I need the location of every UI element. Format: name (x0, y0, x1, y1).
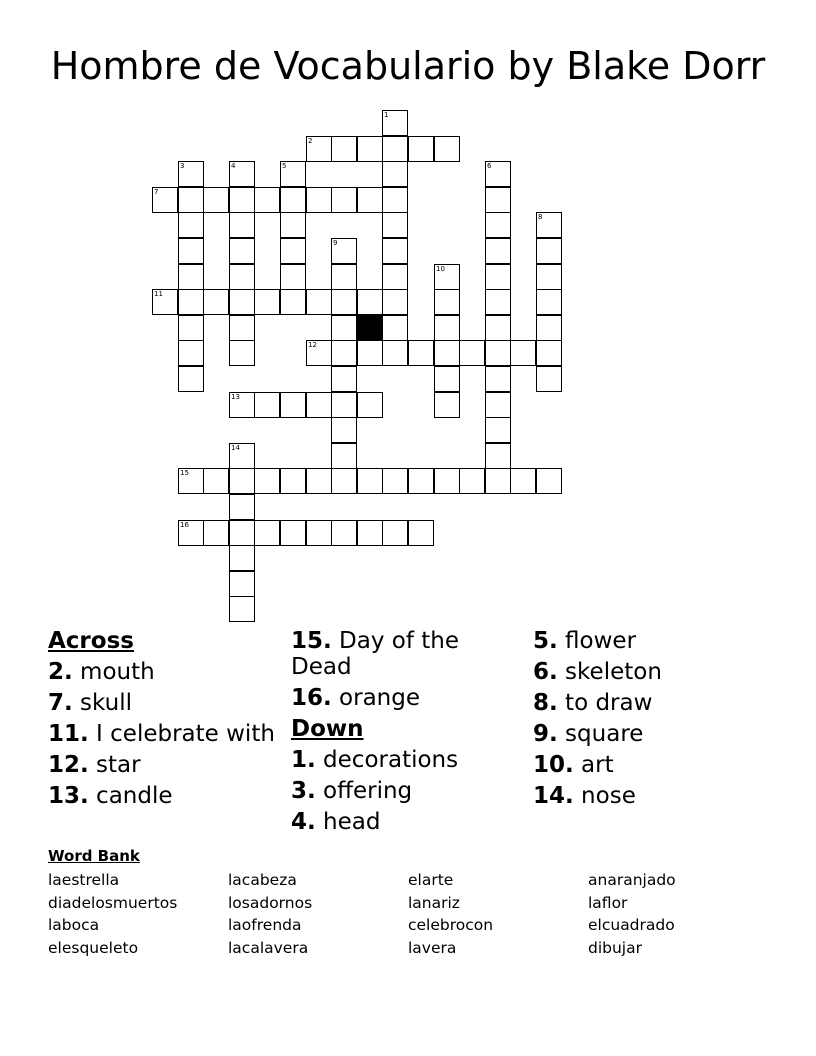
grid-cell[interactable] (536, 366, 562, 392)
grid-cell[interactable] (357, 340, 383, 366)
grid-cell[interactable] (485, 212, 511, 238)
grid-cell[interactable] (485, 392, 511, 418)
clue-number-label: 1. (291, 747, 316, 773)
grid-cell[interactable] (331, 520, 357, 546)
grid-cell[interactable] (178, 187, 204, 213)
clue-section-heading: Across (48, 628, 134, 654)
word-bank-column (588, 869, 768, 960)
grid-cell[interactable] (434, 289, 460, 315)
clue-number: 15 (180, 469, 189, 477)
grid-cell[interactable] (536, 468, 562, 494)
grid-cell[interactable] (331, 315, 357, 341)
grid-cell[interactable] (382, 161, 408, 187)
grid-cell[interactable] (331, 289, 357, 315)
grid-cell[interactable] (485, 366, 511, 392)
grid-cell[interactable] (408, 136, 434, 162)
grid-cell[interactable] (408, 520, 434, 546)
clue-text: nose (573, 783, 636, 809)
grid-cell[interactable] (331, 366, 357, 392)
grid-cell[interactable] (306, 392, 332, 418)
grid-cell[interactable] (229, 315, 255, 341)
clue-number-label: 14. (533, 783, 574, 809)
grid-cell[interactable] (357, 520, 383, 546)
grid-cell[interactable] (382, 468, 408, 494)
clues-column-1 (48, 628, 283, 814)
clue-number: 11 (154, 290, 163, 298)
grid-cell[interactable] (254, 187, 280, 213)
grid-cell[interactable] (280, 264, 306, 290)
clue (291, 778, 526, 804)
grid-cell[interactable] (536, 315, 562, 341)
grid-cell[interactable] (485, 417, 511, 443)
grid-cell[interactable] (357, 468, 383, 494)
grid-cell[interactable] (306, 289, 332, 315)
clues-column-3 (533, 628, 768, 814)
grid-cell[interactable] (229, 340, 255, 366)
grid-cell[interactable] (434, 392, 460, 418)
clue-text: orange (331, 685, 421, 711)
grid-cell[interactable] (203, 520, 229, 546)
clue (533, 659, 768, 685)
clue-text: decorations (315, 747, 459, 773)
grid-cell[interactable] (485, 187, 511, 213)
grid-cell[interactable] (229, 520, 255, 546)
clue-text: offering (315, 778, 413, 804)
clue-number: 9 (333, 239, 338, 247)
grid-cell[interactable] (229, 494, 255, 520)
grid-cell[interactable] (485, 443, 511, 469)
clue-text: I celebrate with (88, 721, 275, 747)
grid-cell[interactable] (331, 264, 357, 290)
clue-number-label: 10. (533, 752, 574, 778)
word-bank-title: Word Bank (48, 847, 140, 865)
grid-cell[interactable] (536, 264, 562, 290)
grid-cell[interactable] (178, 238, 204, 264)
grid-cell[interactable] (536, 238, 562, 264)
word-bank-item: laofrenda (228, 916, 302, 935)
grid-cell[interactable] (382, 136, 408, 162)
grid-cell[interactable] (536, 340, 562, 366)
clue-text: to draw (557, 690, 653, 716)
clue (291, 628, 526, 680)
word-bank-item: lacalavera (228, 939, 309, 958)
clue-number: 2 (308, 137, 313, 145)
grid-cell[interactable] (178, 212, 204, 238)
grid-cell[interactable] (203, 468, 229, 494)
grid-cell[interactable] (459, 340, 485, 366)
grid-cell[interactable] (485, 315, 511, 341)
grid-cell[interactable] (331, 392, 357, 418)
grid-cell[interactable] (178, 366, 204, 392)
clue (291, 685, 526, 711)
grid-cell[interactable] (331, 340, 357, 366)
clue-number: 14 (231, 444, 240, 452)
clue-number-label: 16. (291, 685, 332, 711)
clue-number: 8 (538, 213, 543, 221)
grid-cell[interactable] (331, 468, 357, 494)
clue-number-label: 4. (291, 809, 316, 835)
grid-cell[interactable] (536, 289, 562, 315)
clue (533, 783, 768, 809)
clue-text: mouth (72, 659, 155, 685)
grid-cell[interactable] (178, 315, 204, 341)
grid-cell[interactable] (382, 187, 408, 213)
clue (48, 752, 283, 778)
clue-number: 12 (308, 341, 317, 349)
grid-cell[interactable] (382, 315, 408, 341)
grid-cell[interactable] (382, 238, 408, 264)
clue-number-label: 12. (48, 752, 89, 778)
grid-cell[interactable] (229, 238, 255, 264)
clue-text: Day of the Dead (291, 628, 460, 680)
grid-cell[interactable] (254, 468, 280, 494)
grid-cell[interactable] (254, 289, 280, 315)
grid-cell[interactable] (434, 315, 460, 341)
grid-cell[interactable] (203, 187, 229, 213)
grid-cell[interactable] (408, 468, 434, 494)
grid-cell[interactable] (306, 468, 332, 494)
clue-number-label: 6. (533, 659, 558, 685)
grid-cell[interactable] (357, 136, 383, 162)
grid-cell[interactable] (306, 520, 332, 546)
word-bank-column (408, 869, 588, 960)
grid-cell[interactable] (485, 264, 511, 290)
grid-cell[interactable] (331, 187, 357, 213)
page-title: Hombre de Vocabulario by Blake Dorr (50, 44, 766, 88)
clue-number: 10 (436, 265, 445, 273)
grid-cell[interactable] (254, 520, 280, 546)
clue (533, 628, 768, 654)
clue-number: 6 (487, 162, 492, 170)
grid-cell[interactable] (382, 289, 408, 315)
clue-number-label: 8. (533, 690, 558, 716)
clue-text: art (573, 752, 614, 778)
grid-cell[interactable] (331, 136, 357, 162)
word-bank-item: lacabeza (228, 871, 297, 889)
grid-cell[interactable] (434, 366, 460, 392)
clue (533, 721, 768, 747)
grid-cell[interactable] (459, 468, 485, 494)
grid-cell[interactable] (382, 264, 408, 290)
clue-text: square (557, 721, 644, 747)
clues-column-2 (291, 628, 526, 840)
word-bank-item: dibujar (588, 939, 642, 958)
clue-number-label: 2. (48, 659, 73, 685)
word-bank-item: diadelosmuertos (48, 893, 178, 912)
clue (291, 809, 526, 835)
grid-cell[interactable] (306, 187, 332, 213)
grid-cell[interactable] (280, 212, 306, 238)
grid-cell[interactable] (510, 340, 536, 366)
grid-cell[interactable] (331, 443, 357, 469)
clue-section-heading: Down (291, 716, 364, 742)
grid-cell[interactable] (382, 340, 408, 366)
grid-cell[interactable] (203, 289, 229, 315)
clue-text: flower (557, 628, 637, 654)
word-bank-column (48, 869, 228, 960)
word-bank-column (228, 869, 408, 960)
word-bank-item: lanariz (408, 893, 460, 912)
clue-number: 7 (154, 188, 159, 196)
word-bank-item: losadornos (228, 893, 313, 912)
grid-cell[interactable] (280, 238, 306, 264)
grid-cell[interactable] (357, 392, 383, 418)
grid-cell[interactable] (280, 187, 306, 213)
grid-cell[interactable] (382, 212, 408, 238)
grid-cell[interactable] (280, 392, 306, 418)
clue (48, 690, 283, 716)
grid-cell[interactable] (408, 340, 434, 366)
grid-cell[interactable] (382, 520, 408, 546)
clue-number: 13 (231, 393, 240, 401)
clue-number-label: 11. (48, 721, 89, 747)
grid-cell[interactable] (254, 392, 280, 418)
clue (48, 721, 283, 747)
grid-cell[interactable] (229, 468, 255, 494)
clue (533, 752, 768, 778)
clue (48, 783, 283, 809)
grid-cell[interactable] (510, 468, 536, 494)
clue-number: 5 (282, 162, 287, 170)
grid-cell[interactable] (229, 264, 255, 290)
grid-cell[interactable] (229, 571, 255, 597)
clue-number: 1 (384, 111, 389, 119)
grid-cell[interactable] (280, 289, 306, 315)
word-bank-item: elesqueleto (48, 939, 139, 958)
word-bank-item: celebrocon (408, 916, 494, 935)
clue-text: star (88, 752, 141, 778)
grid-cell[interactable] (178, 289, 204, 315)
clue-number-label: 9. (533, 721, 558, 747)
grid-cell[interactable] (280, 520, 306, 546)
grid-cell[interactable] (229, 212, 255, 238)
grid-cell[interactable] (357, 289, 383, 315)
clue-number: 3 (180, 162, 185, 170)
word-bank-item: lavera (408, 939, 457, 958)
grid-cell[interactable] (485, 340, 511, 366)
grid-cell[interactable] (434, 136, 460, 162)
clue-number-label: 7. (48, 690, 73, 716)
clue (533, 690, 768, 716)
grid-cell[interactable] (485, 238, 511, 264)
grid-cell[interactable] (229, 187, 255, 213)
grid-cell[interactable] (280, 468, 306, 494)
grid-cell[interactable] (178, 340, 204, 366)
clue-number: 4 (231, 162, 236, 170)
clue (48, 659, 283, 685)
clue-text: skeleton (557, 659, 662, 685)
clue-text: skull (72, 690, 133, 716)
grid-cell[interactable] (229, 545, 255, 571)
word-bank-item: laestrella (48, 871, 120, 889)
word-bank-item: laflor (588, 893, 628, 912)
clue-number-label: 3. (291, 778, 316, 804)
clue-number: 16 (180, 521, 189, 529)
grid-cell[interactable] (485, 289, 511, 315)
clue-number-label: 13. (48, 783, 89, 809)
clue-text: head (315, 809, 381, 835)
grid-cell[interactable] (357, 187, 383, 213)
clue-number-label: 15. (291, 628, 332, 654)
word-bank-item: elarte (408, 871, 454, 889)
grid-cell[interactable] (178, 264, 204, 290)
clue-text: candle (88, 783, 173, 809)
grid-cell[interactable] (331, 417, 357, 443)
grid-cell[interactable] (229, 289, 255, 315)
word-bank-item: elcuadrado (588, 916, 675, 935)
clue (291, 747, 526, 773)
grid-cell[interactable] (229, 596, 255, 622)
grid-cell[interactable] (434, 468, 460, 494)
word-bank-item: laboca (48, 916, 100, 935)
grid-cell[interactable] (485, 468, 511, 494)
grid-cell[interactable] (434, 340, 460, 366)
black-square (357, 315, 383, 341)
clue-number-label: 5. (533, 628, 558, 654)
word-bank-item: anaranjado (588, 871, 676, 889)
